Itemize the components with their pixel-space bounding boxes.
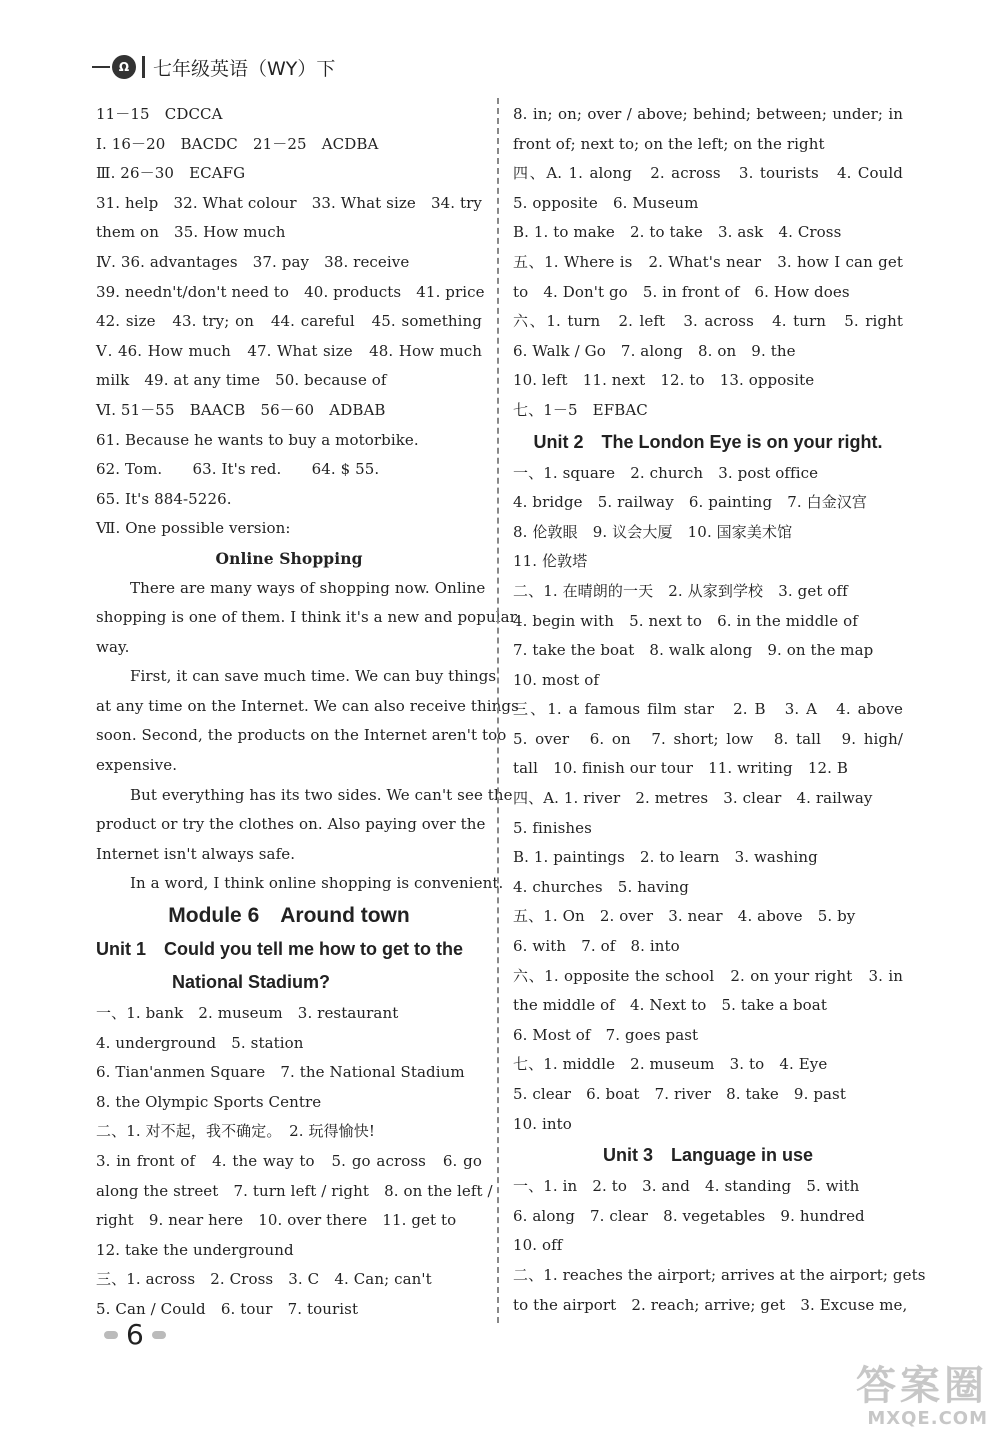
answer-line: 8. 伦敦眼 9. 议会大厦 10. 国家美术馆: [513, 522, 793, 541]
answer-line: 6. Walk / Go 7. along 8. on 9. the: [513, 341, 796, 360]
answer-line: 七、1. middle 2. museum 3. to 4. Eye: [513, 1055, 828, 1074]
answer-line: 10. left 11. next 12. to 13. opposite: [513, 371, 815, 390]
answer-line: 8. in; on; over / above; behind; between; under; in: [513, 105, 903, 123]
answer-line: 一、1. square 2. church 3. post office: [513, 463, 819, 482]
essay-line: shopping is one of them. I think it's a new and popular: [96, 608, 517, 627]
answer-line: 6. Tian'anmen Square 7. the National Stadium: [96, 1063, 465, 1082]
answer-line: 三、1. a famous film star 2. B 3. A 4. above: [513, 700, 903, 719]
answer-line: 四、A. 1. along 2. across 3. tourists 4. Could: [513, 164, 903, 183]
answer-line: 一、1. bank 2. museum 3. restaurant: [96, 1004, 399, 1023]
essay-line: way.: [96, 637, 130, 656]
watermark-logo: [856, 1364, 988, 1429]
answer-line: 61. Because he wants to buy a motorbike.: [96, 430, 419, 449]
answer-line: 42. size 43. try; on 44. careful 45. something: [96, 312, 482, 331]
answer-line: 7. take the boat 8. walk along 9. on the map: [513, 641, 874, 660]
header-separator: [142, 56, 145, 78]
answer-line: 4. begin with 5. next to 6. in the middle of: [513, 611, 858, 630]
answer-line: 二、1. 在晴朗的一天 2. 从家到学校 3. get off: [513, 581, 848, 600]
answer-line: along the street 7. turn left / right 8. on the left /: [96, 1181, 493, 1200]
answer-line: Ⅳ. 36. advantages 37. pay 38. receive: [96, 252, 410, 271]
unit-1-title: [96, 933, 482, 966]
answer-line: 六、1. opposite the school 2. on your right 3. in: [513, 966, 903, 985]
answer-line: 10. off: [513, 1236, 563, 1255]
answer-line: 62. Tom. 63. It's red. 64. $ 55.: [96, 460, 380, 479]
essay-line: at any time on the Internet. We can also receive things: [96, 696, 519, 715]
answer-line: 12. take the underground: [96, 1240, 294, 1259]
answer-line: 10. into: [513, 1114, 572, 1133]
header-title: 七年级英语（WY）下: [153, 57, 336, 80]
answer-line: 6. along 7. clear 8. vegetables 9. hundred: [513, 1206, 865, 1225]
essay-line: There are many ways of shopping now. Online: [130, 578, 486, 597]
answer-line: 三、1. across 2. Cross 3. C 4. Can; can't: [96, 1270, 432, 1289]
answer-line: Ⅰ. 16－20 BACDC 21－25 ACDBA: [96, 134, 379, 153]
answer-line: 5. clear 6. boat 7. river 8. take 9. past: [513, 1085, 846, 1103]
header-rule: [92, 66, 110, 68]
answer-line: 五、1. Where is 2. What's near 3. how I can get: [513, 252, 903, 271]
answer-line: Ⅴ. 46. How much 47. What size 48. How much: [96, 341, 482, 360]
answer-line: Ⅵ. 51－55 BAACB 56－60 ADBAB: [96, 400, 386, 419]
answer-line: 39. needn't/don't need to 40. products 41. price: [96, 282, 485, 301]
answer-line: front of; next to; on the left; on the right: [513, 134, 825, 153]
essay-line: expensive.: [96, 756, 178, 775]
watermark-title: 答案圈: [856, 1363, 988, 1409]
answer-line: 11－15 CDCCA: [96, 105, 223, 123]
answer-line: Ⅶ. One possible version:: [96, 519, 291, 538]
answer-line: 4. churches 5. having: [513, 877, 689, 896]
unit-1-label: Unit 1: [96, 939, 147, 960]
essay-title: Online Shopping: [215, 548, 363, 568]
answer-line: 65. It's 884-5226.: [96, 489, 232, 508]
watermark-url: MXQE.COM: [867, 1408, 988, 1429]
answer-line: Ⅲ. 26－30 ECAFG: [96, 164, 246, 183]
answer-line: 五、1. On 2. over 3. near 4. above 5. by: [513, 907, 856, 926]
unit-1-title-line-a: Could you tell me how to get to the: [164, 939, 464, 960]
answer-line: 10. most of: [513, 670, 600, 689]
unit-1-title-line-b: National Stadium?: [172, 972, 331, 993]
answer-line: 6. with 7. of 8. into: [513, 937, 680, 956]
answer-line: 4. underground 5. station: [96, 1033, 304, 1052]
module-title: Module 6 Around town: [168, 904, 410, 928]
answer-line: 8. the Olympic Sports Centre: [96, 1092, 322, 1111]
answer-line: 二、1. reaches the airport; arrives at the airport; gets: [513, 1265, 926, 1284]
answer-line: to 4. Don't go 5. in front of 6. How does: [513, 282, 850, 301]
essay-line: First, it can save much time. We can buy things: [130, 667, 497, 686]
page-decor-icon: [152, 1331, 166, 1339]
answer-line: B. 1. paintings 2. to learn 3. washing: [513, 848, 818, 867]
page-header: [92, 52, 335, 82]
answer-line: 5. Can / Could 6. tour 7. tourist: [96, 1299, 359, 1318]
answer-line: tall 10. finish our tour 11. writing 12. B: [513, 759, 849, 778]
answer-line: right 9. near here 10. over there 11. get to: [96, 1211, 457, 1230]
essay-line: soon. Second, the products on the Internet aren't too: [96, 726, 507, 745]
answer-line: 四、A. 1. river 2. metres 3. clear 4. railway: [513, 789, 873, 808]
essay-line: But everything has its two sides. We can't see the: [130, 785, 513, 804]
answer-line: 一、1. in 2. to 3. and 4. standing 5. with: [513, 1177, 860, 1196]
page-decor-icon: [104, 1331, 118, 1339]
answer-line: 七、1－5 EFBAC: [513, 400, 648, 419]
publisher-logo-icon: Ω: [112, 55, 136, 79]
column-divider: [497, 98, 499, 1323]
unit-2-title: Unit 2 The London Eye is on your right.: [533, 431, 883, 452]
answer-line: B. 1. to make 2. to take 3. ask 4. Cross: [513, 223, 842, 242]
answer-line: 6. Most of 7. goes past: [513, 1025, 699, 1044]
answer-line: to the airport 2. reach; arrive; get 3. Excuse me,: [513, 1295, 908, 1314]
answer-line: 11. 伦敦塔: [513, 552, 588, 571]
answer-line: them on 35. How much: [96, 223, 286, 242]
page-number: [104, 1318, 166, 1351]
answer-line: 5. finishes: [513, 818, 592, 837]
right-column: [513, 100, 926, 1320]
answer-line: the middle of 4. Next to 5. take a boat: [513, 996, 827, 1015]
answer-line: 4. bridge 5. railway 6. painting 7. 白金汉宫: [513, 493, 868, 512]
essay-line: product or try the clothes on. Also paying over the: [96, 815, 486, 834]
answer-line: 六、1. turn 2. left 3. across 4. turn 5. right: [513, 312, 903, 331]
left-column: [96, 100, 519, 1325]
answer-line: 31. help 32. What colour 33. What size 34. try: [96, 193, 482, 212]
page-number-value: 6: [126, 1318, 144, 1351]
answer-line: 二、1. 对不起，我不确定。 2. 玩得愉快!: [96, 1122, 375, 1141]
answer-line: milk 49. at any time 50. because of: [96, 371, 387, 390]
answer-line: 5. over 6. on 7. short; low 8. tall 9. high/: [513, 729, 903, 748]
essay-line: Internet isn't always safe.: [96, 844, 296, 863]
essay-line: In a word, I think online shopping is convenient.: [130, 874, 504, 893]
unit-3-title: Unit 3 Language in use: [602, 1145, 814, 1166]
answer-line: 3. in front of 4. the way to 5. go across 6. go: [96, 1152, 482, 1170]
answer-line: 5. opposite 6. Museum: [513, 193, 699, 212]
